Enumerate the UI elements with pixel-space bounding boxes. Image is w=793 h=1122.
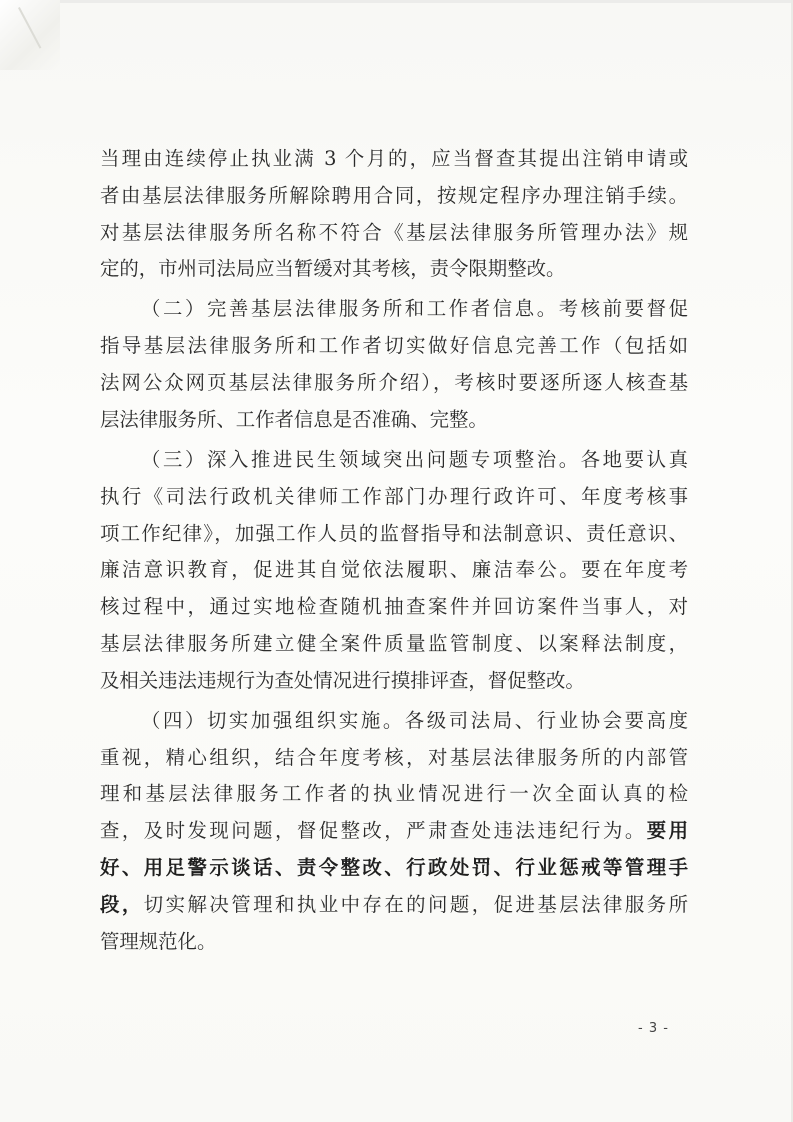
text-line: 重视，精心组织，结合年度考核，对基层法律服务所的内部管 — [100, 745, 688, 769]
bold-text-segment: 段， — [100, 892, 144, 916]
paragraph-1 — [100, 141, 688, 288]
text-line: 管理规范化。 — [100, 929, 217, 953]
text-line: 及相关违法违规行为查处情况进行摸排评查，督促整改。 — [100, 668, 585, 692]
text-line — [100, 887, 688, 924]
paragraph-3 — [100, 442, 688, 700]
text-line: 者由基层法律服务所解除聘用合同，按规定程序办理注销手续。 — [100, 183, 688, 207]
text-line: 理和基层法律服务工作者的执业情况进行一次全面认真的检 — [100, 782, 688, 806]
text-segment: 查，及时发现问题，督促整改，严肃查处违法违纪行为。 — [100, 819, 647, 843]
text-line: 当理由连续停止执业满 3 个月的，应当督查其提出注销申请或 — [100, 147, 688, 170]
text-segment: 切实解决管理和执业中存在的问题，促进基层法律服务所 — [143, 892, 689, 916]
scan-edge-top — [0, 0, 793, 3]
text-line: 对基层法律服务所名称不符合《基层法律服务所管理办法》规 — [100, 220, 688, 244]
text-line: 核过程中，通过实地检查随机抽查案件并回访案件当事人，对 — [100, 595, 688, 619]
text-line: 项工作纪律》，加强工作人员的监督指导和法制意识、责任意识、 — [100, 521, 688, 545]
text-line: 定的，市州司法局应当暂缓对其考核，责令限期整改。 — [100, 257, 566, 281]
text-line: 基层法律服务所建立健全案件质量监管制度、以案释法制度， — [100, 631, 688, 655]
page-number: - 3 - — [638, 1021, 669, 1036]
paragraph-4 — [100, 703, 688, 961]
text-line: 指导基层法律服务所和工作者切实做好信息完善工作（包括如 — [100, 334, 688, 358]
text-line: 法网公众网页基层法律服务所介绍），考核时要逐所逐人核查基 — [100, 371, 688, 395]
text-line: 执行《司法行政机关律师工作部门办理行政许可、年度考核事 — [100, 484, 688, 508]
text-line: （四）切实加强组织实施。各级司法局、行业协会要高度 — [141, 708, 688, 732]
bold-text-line: 好、用足警示谈话、责令整改、行政处罚、行业惩戒等管理手 — [100, 856, 688, 880]
text-line: 层法律服务所、工作者信息是否准确、完整。 — [100, 407, 488, 431]
text-line: （三）深入推进民生领域突出问题专项整治。各地要认真 — [141, 447, 688, 471]
paragraph-2 — [100, 291, 688, 438]
text-line: 廉洁意识教育，促进其自觉依法履职、廉洁奉公。要在年度考 — [100, 558, 688, 582]
text-line — [100, 813, 688, 850]
bold-text-segment: 要用 — [646, 819, 689, 843]
text-line: （二）完善基层法律服务所和工作者信息。考核前要督促 — [141, 297, 688, 321]
folded-corner — [0, 0, 60, 70]
document-body — [100, 141, 688, 960]
